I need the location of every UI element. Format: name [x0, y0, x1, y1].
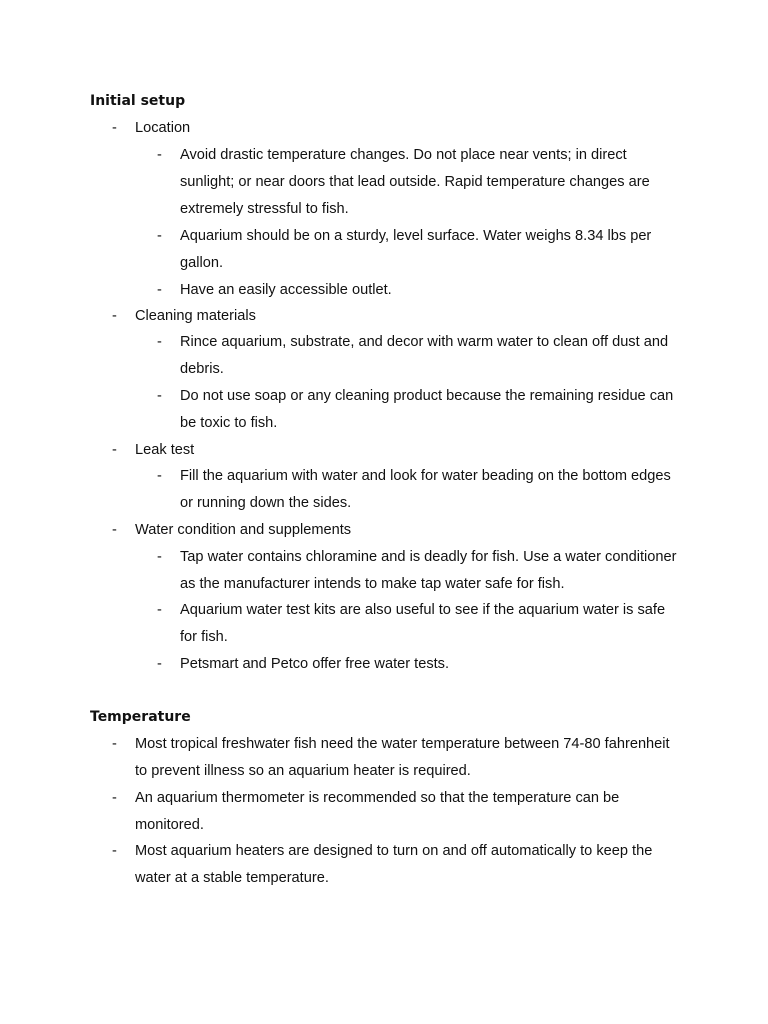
list-item-text: Petsmart and Petco offer free water tests.	[180, 656, 450, 672]
list-item-text: Most aquarium heaters are designed to turn on and off automatically to keep the water at a stable temperature.	[135, 843, 653, 886]
list-item-text: Fill the aquarium with water and look for water beading on the bottom edges or running down the sides.	[180, 468, 671, 511]
bullet-dash: -	[157, 228, 162, 244]
list-item-text: Tap water contains chloramine and is deadly for fish. Use a water conditioner as the manufacturer intends to make tap water safe for fish.	[180, 549, 677, 592]
list-item-text: Aquarium should be on a sturdy, level surface. Water weighs 8.34 lbs per gallon.	[180, 228, 652, 271]
bullet-dash: -	[157, 656, 162, 672]
bullet-dash: -	[157, 602, 162, 618]
section-heading: Initial setup	[90, 93, 186, 109]
list-item-text: An aquarium thermometer is recommended so that the temperature can be monitored.	[135, 790, 620, 833]
list-item-text: Do not use soap or any cleaning product because the remaining residue can be toxic to fish.	[180, 388, 674, 431]
bullet-dash: -	[112, 736, 117, 752]
bullet-dash: -	[157, 282, 162, 298]
list-item-text: Aquarium water test kits are also useful to see if the aquarium water is safe for fish.	[180, 602, 666, 645]
list-item-text: Avoid drastic temperature changes. Do not place near vents; in direct sunlight; or near doors that lead outside. Rapid temperature changes are extremely stressful to fish.	[180, 147, 650, 217]
list-item-text: Cleaning materials	[135, 308, 256, 324]
bullet-dash: -	[112, 308, 117, 324]
bullet-dash: -	[112, 120, 117, 136]
list-item-text: Most tropical freshwater fish need the water temperature between 74-80 fahrenheit to prevent illness so an aquarium heater is required.	[135, 736, 670, 779]
bullet-dash: -	[112, 790, 117, 806]
bullet-dash: -	[157, 147, 162, 163]
bullet-dash: -	[112, 843, 117, 859]
bullet-dash: -	[157, 468, 162, 484]
section-heading: Temperature	[90, 709, 191, 725]
bullet-dash: -	[157, 388, 162, 404]
bullet-dash: -	[157, 549, 162, 565]
list-item-text: Location	[135, 120, 191, 136]
list-item-text: Have an easily accessible outlet.	[180, 282, 392, 298]
bullet-dash: -	[112, 522, 117, 538]
bullet-dash: -	[157, 334, 162, 350]
bullet-dash: -	[112, 442, 117, 458]
list-item-text: Water condition and supplements	[135, 522, 352, 538]
list-item-text: Leak test	[135, 442, 195, 458]
list-item-text: Rince aquarium, substrate, and decor with warm water to clean off dust and debris.	[180, 334, 669, 377]
